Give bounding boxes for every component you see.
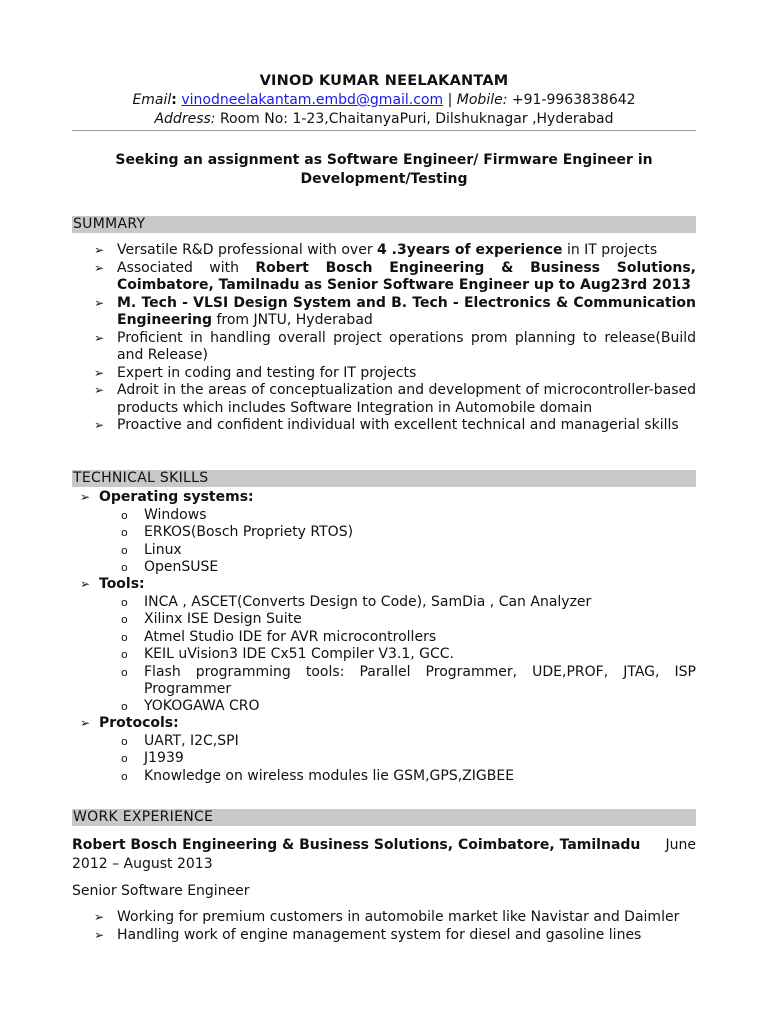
list-item: ➢ Adroit in the areas of conceptualization and development of microcontroller-based products which includes Software Integration in Automobile domain	[94, 382, 696, 416]
company-name: Robert Bosch Engineering & Business Solutions, Coimbatore, Tamilnadu	[72, 837, 641, 853]
circle-bullet-icon: o	[121, 561, 128, 575]
skill-group-operating-systems: ➢ Operating systems:	[80, 489, 254, 505]
list-item: o KEIL uVision3 IDE Cx51 Compiler V3.1, GCC.	[121, 646, 455, 663]
protocols-list	[72, 733, 696, 785]
career-objective: Seeking an assignment as Software Engineer/ Firmware Engineer in Development/Testing	[115, 152, 653, 187]
section-heading-work-experience: WORK EXPERIENCE	[72, 809, 696, 826]
address-line	[72, 110, 696, 129]
arrow-bullet-icon: ➢	[94, 243, 105, 257]
circle-bullet-icon: o	[121, 665, 128, 679]
list-item: o Linux	[121, 541, 182, 558]
address-value: Room No: 1-23,ChaitanyaPuri, Dilshuknagar ,Hyderabad	[215, 111, 614, 127]
circle-bullet-icon: o	[121, 735, 128, 748]
mobile-label: Mobile:	[456, 92, 508, 108]
list-item: o OpenSUSE	[121, 559, 219, 576]
arrow-bullet-icon: ➢	[94, 295, 105, 310]
list-item: o Knowledge on wireless modules lie GSM,GPS,ZIGBEE	[121, 767, 515, 784]
email-colon: :	[171, 92, 177, 108]
tools-list	[72, 594, 696, 716]
list-item: ➢ Handling work of engine management system for diesel and gasoline lines	[94, 926, 642, 943]
contact-line	[72, 91, 696, 110]
list-item: ➢ Proactive and confident individual with excellent technical and managerial skills	[94, 417, 679, 433]
experience-list	[72, 909, 696, 944]
list-item: ➢ Proficient in handling overall project operations prom planning to release(Build and Release)	[94, 329, 696, 363]
circle-bullet-icon: o	[121, 630, 128, 644]
list-item: o Windows	[121, 507, 207, 523]
circle-bullet-icon: o	[121, 509, 128, 522]
skill-group-protocols: ➢ Protocols:	[80, 715, 179, 731]
circle-bullet-icon: o	[121, 648, 128, 662]
resume-header	[72, 72, 696, 129]
os-list	[72, 507, 696, 577]
circle-bullet-icon: o	[121, 769, 128, 783]
circle-bullet-icon: o	[121, 700, 128, 714]
list-item: ➢ Working for premium customers in automobile market like Navistar and Daimler	[94, 909, 680, 925]
section-heading-summary: SUMMARY	[72, 216, 696, 233]
section-heading-technical-skills: TECHNICAL SKILLS	[72, 470, 696, 487]
list-item: o Flash programming tools: Parallel Programmer, UDE,PROF, JTAG, ISP Programmer	[121, 663, 696, 698]
arrow-bullet-icon: ➢	[94, 365, 105, 380]
list-item: o ERKOS(Bosch Propriety RTOS)	[121, 524, 354, 541]
header-divider	[72, 130, 696, 131]
arrow-bullet-icon: ➢	[94, 910, 105, 924]
date-range: 2012 – August 2013	[72, 856, 213, 872]
list-item: o UART, I2C,SPI	[121, 733, 239, 749]
list-item: o INCA , ASCET(Converts Design to Code), SamDia , Can Analyzer	[121, 594, 592, 610]
list-item: ➢ M. Tech - VLSI Design System and B. Tech - Electronics & Communication Engineering from JNTU, Hyderabad	[94, 294, 696, 328]
mobile-number: +91-9963838642	[507, 92, 636, 108]
contact-separator: |	[443, 92, 457, 108]
arrow-bullet-icon: ➢	[94, 418, 105, 432]
arrow-bullet-icon: ➢	[94, 927, 105, 942]
list-item: o Xilinx ISE Design Suite	[121, 611, 302, 628]
list-item: o J1939	[121, 750, 184, 767]
circle-bullet-icon: o	[121, 526, 128, 540]
summary-list	[72, 242, 696, 435]
circle-bullet-icon: o	[121, 752, 128, 766]
arrow-bullet-icon: ➢	[94, 260, 105, 275]
list-item: o YOKOGAWA CRO	[121, 698, 260, 715]
list-item: o Atmel Studio IDE for AVR microcontrollers	[121, 628, 437, 645]
skill-group-tools: ➢ Tools:	[80, 576, 145, 592]
email-link[interactable]: vinodneelakantam.embd@gmail.com	[181, 92, 444, 108]
circle-bullet-icon: o	[121, 613, 128, 627]
list-item: ➢ Expert in coding and testing for IT projects	[94, 364, 417, 381]
job-title: Senior Software Engineer	[72, 883, 250, 899]
arrow-bullet-icon: ➢	[94, 330, 105, 345]
list-item: ➢ Associated with Robert Bosch Engineering & Business Solutions, Coimbatore, Tamilnadu as Senior Software Engineer up to Aug23rd 2013	[94, 259, 696, 293]
address-label: Address:	[154, 111, 216, 127]
experience-company	[72, 836, 696, 874]
list-item: ➢ Versatile R&D professional with over 4 .3years of experience in IT projects	[94, 242, 658, 258]
arrow-bullet-icon: ➢	[80, 577, 91, 591]
arrow-bullet-icon: ➢	[80, 490, 91, 504]
candidate-name: VINOD KUMAR NEELAKANTAM	[259, 73, 509, 89]
arrow-bullet-icon: ➢	[80, 716, 91, 730]
email-label: Email	[132, 92, 172, 108]
circle-bullet-icon: o	[121, 543, 128, 557]
date-start-month: June	[665, 837, 696, 853]
arrow-bullet-icon: ➢	[94, 383, 105, 397]
circle-bullet-icon: o	[121, 596, 128, 609]
